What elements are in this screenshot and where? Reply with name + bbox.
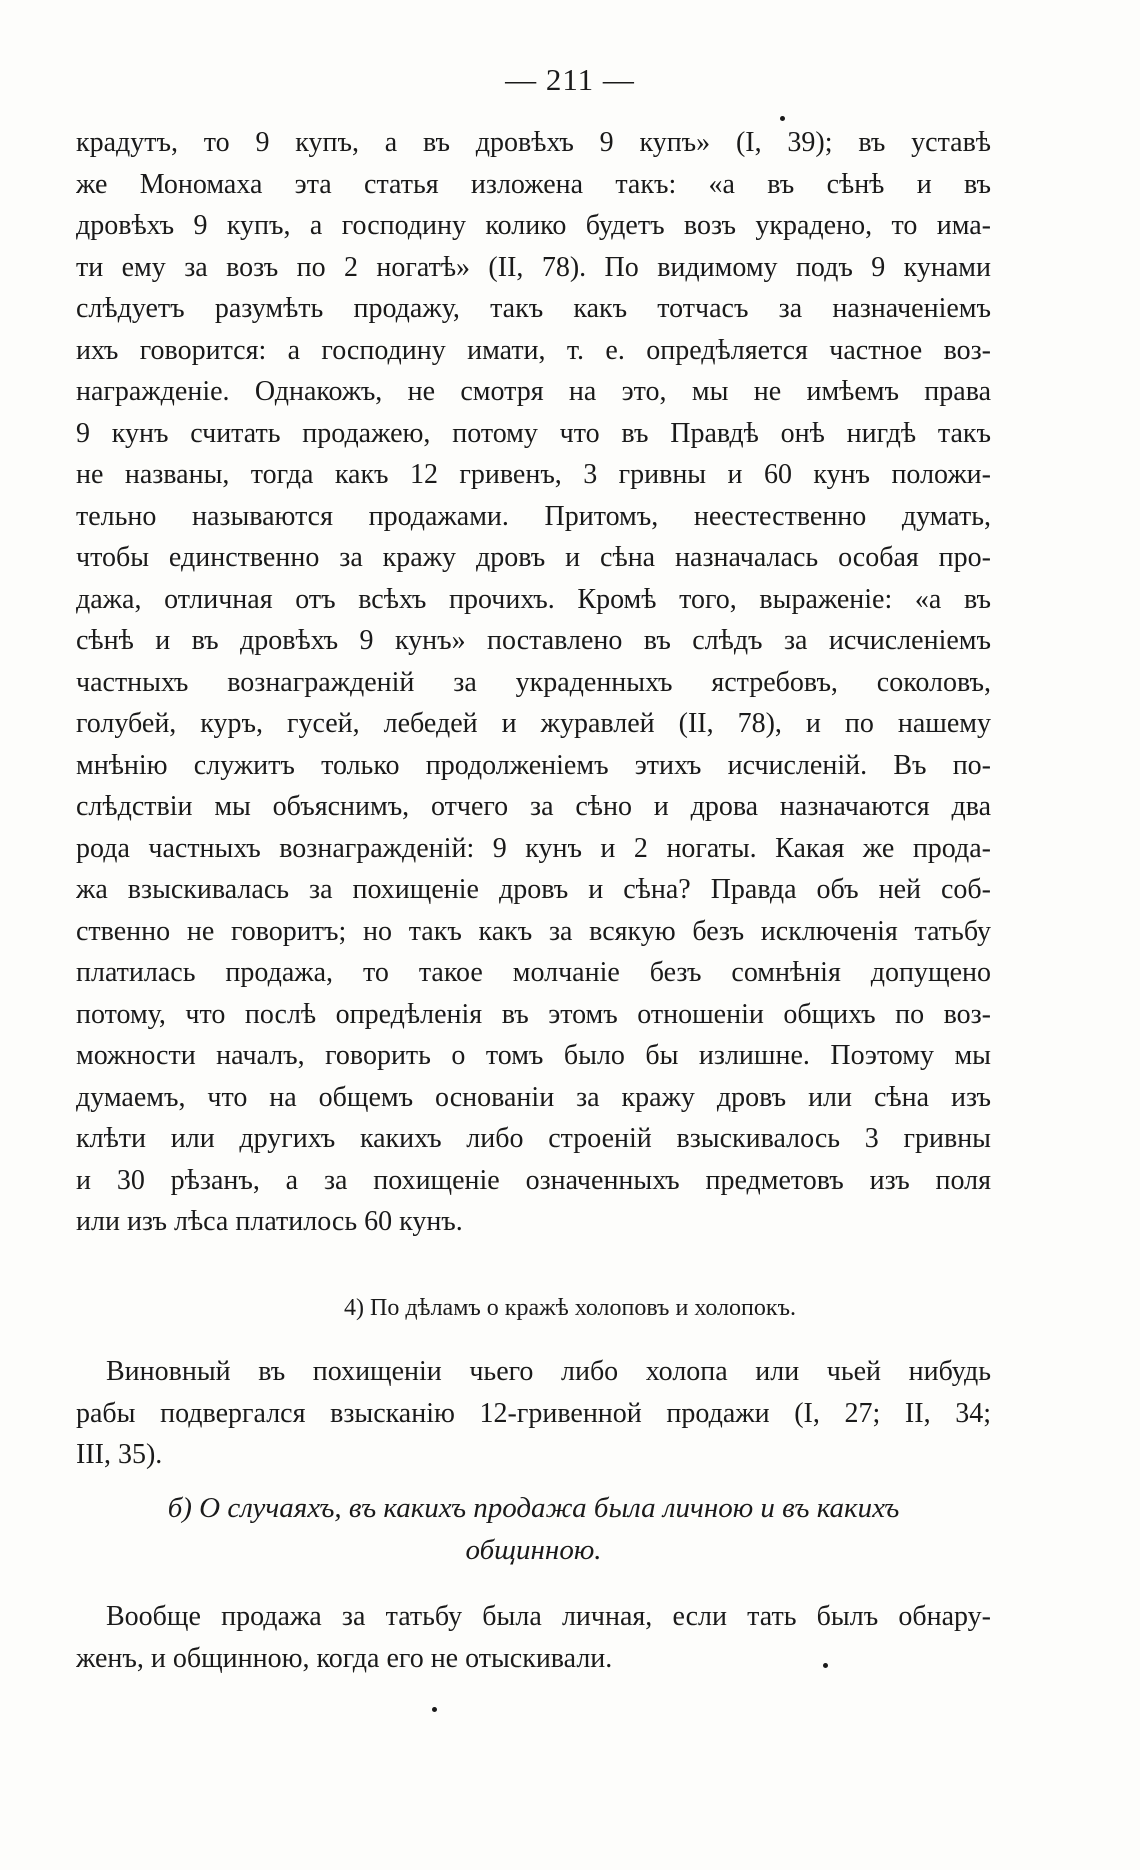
text-line: награжденіе. Однакожъ, не смотря на это, мы не имѣемъ права — [76, 376, 991, 407]
paragraph-personal-vs-communal — [76, 1596, 991, 1679]
text-line: слѣдствіи мы объяснимъ, отчего за сѣно и дрова назначаются два — [76, 791, 991, 822]
page-number: — 211 — — [505, 62, 635, 97]
section-heading-theft-of-serfs: 4) По дѣламъ о кражѣ холоповъ и холопокъ. — [344, 1295, 796, 1321]
text-line: не названы, тогда какъ 12 гривенъ, 3 гривны и 60 кунъ положи- — [76, 459, 991, 490]
text-line: 9 кунъ считать продажею, потому что въ Правдѣ онѣ нигдѣ такъ — [76, 417, 991, 449]
text-line: жа взыскивалась за похищеніе дровъ и сѣна? Правда объ ней соб- — [76, 874, 991, 905]
text-line: чтобы единственно за кражу дровъ и сѣна назначалась особая про- — [76, 542, 991, 573]
text-line: частныхъ вознагражденій за украденныхъ ястребовъ, соколовъ, — [76, 666, 991, 698]
subsection-heading-line: б) О случаяхъ, въ какихъ продажа была личною и въ какихъ — [167, 1492, 900, 1524]
text-line: мнѣнію служитъ только продолженіемъ этихъ исчисленій. Въ по- — [76, 749, 991, 781]
paragraph-body — [76, 122, 991, 1243]
text-line: сѣнѣ и въ дровѣхъ 9 кунъ» поставлено въ слѣдъ за исчисленіемъ — [76, 625, 991, 656]
text-line: ственно не говоритъ; но такъ какъ за всякую безъ исключенія татьбу — [76, 915, 991, 947]
text-line: и 30 рѣзанъ, а за похищеніе означенныхъ предметовъ изъ поля — [76, 1164, 991, 1196]
text-line: Вообще продажа за татьбу была личная, если тать былъ обнару- — [106, 1601, 991, 1632]
text-line: думаемъ, что на общемъ основаніи за кражу дровъ или сѣна изъ — [76, 1081, 991, 1113]
text-line: рабы подвергался взысканію 12-гривенной продажи (I, 27; II, 34; — [76, 1397, 991, 1429]
text-line: дровѣхъ 9 купъ, а господину колико будетъ возъ украдено, то има- — [76, 210, 991, 241]
text-line: клѣти или другихъ какихъ либо строеній взыскивалось 3 гривны — [76, 1123, 991, 1154]
text-line: дажа, отличная отъ всѣхъ прочихъ. Кромѣ того, выраженіе: «а въ — [76, 583, 991, 615]
ink-speck — [823, 1663, 828, 1668]
text-line: Виновный въ похищеніи чьего либо холопа или чьей нибудь — [106, 1356, 991, 1387]
text-line: потому, что послѣ опредѣленія въ этомъ отношеніи общихъ по воз- — [76, 998, 991, 1030]
subsection-heading-personal-and-communal-fines — [76, 1487, 991, 1571]
subsection-heading-line: общинною. — [465, 1534, 602, 1566]
text-line: тельно называются продажами. Притомъ, неестественно думать, — [76, 500, 991, 532]
text-line: рода частныхъ вознагражденій: 9 кунъ и 2 ногаты. Какая же прода- — [76, 832, 991, 864]
text-line: ихъ говорится: а господину имати, т. е. опредѣляется частное воз- — [76, 334, 991, 366]
paragraph-body — [76, 1351, 991, 1476]
text-line: III, 35). — [76, 1439, 163, 1470]
text-line: крадутъ, то 9 купъ, а въ дровѣхъ 9 купъ» (I, 39); въ уставѣ — [76, 127, 991, 158]
paragraph-theft-of-serfs — [76, 1351, 991, 1476]
text-line: ти ему за возъ по 2 ногатѣ» (II, 78). По видимому подъ 9 кунами — [76, 251, 991, 283]
text-line: голубей, куръ, гусей, лебедей и журавлей (II, 78), и по нашему — [76, 708, 991, 739]
text-line: платилась продажа, то такое молчаніе безъ сомнѣнія допущено — [76, 957, 991, 988]
paragraph-body — [76, 1596, 991, 1679]
text-line: слѣдуетъ разумѣть продажу, такъ какъ тотчасъ за назначеніемъ — [76, 293, 991, 324]
text-line: женъ, и общинною, когда его не отыскивали. — [76, 1642, 613, 1674]
text-line: или изъ лѣса платилось 60 кунъ. — [76, 1206, 463, 1237]
text-line: же Мономаха эта статья изложена такъ: «а въ сѣнѣ и въ — [76, 168, 991, 200]
ink-speck — [432, 1707, 437, 1712]
text-line: можности началъ, говорить о томъ было бы излишне. Поэтому мы — [76, 1040, 991, 1071]
paragraph-theft-of-firewood-and-hay — [76, 122, 991, 1243]
ink-speck — [780, 116, 785, 121]
